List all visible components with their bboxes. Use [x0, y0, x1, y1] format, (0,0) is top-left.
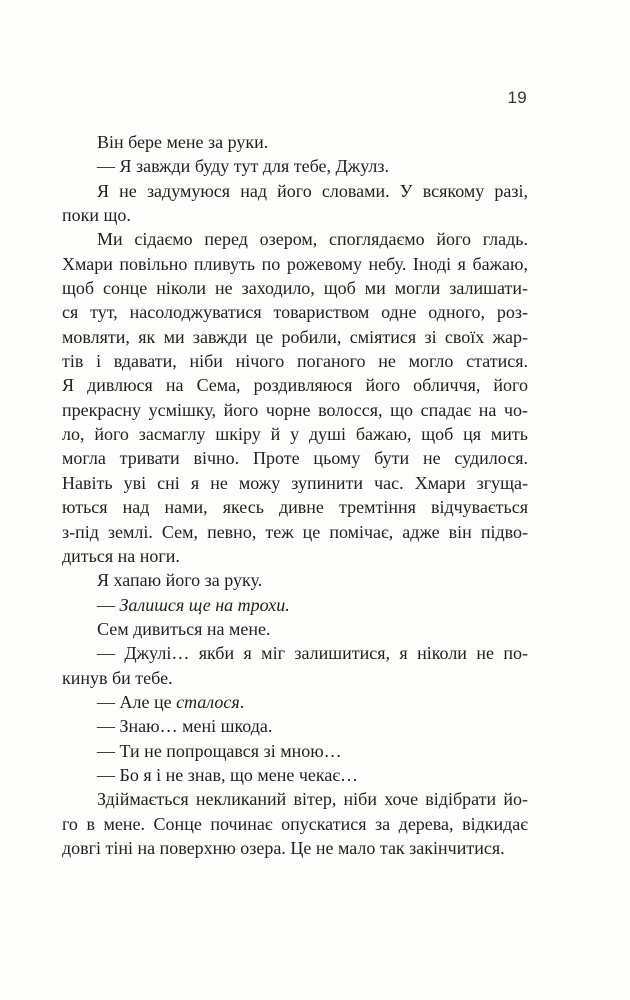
text-line — [62, 276, 528, 300]
text-line — [62, 446, 528, 470]
text-segment: ся тут, насолоджуватися товариством одне одного, роз- — [62, 302, 528, 323]
text-segment: щоб сонце ніколи не заходило, щоб ми могли залишати- — [62, 278, 528, 299]
text-line — [62, 812, 528, 836]
text-line — [62, 154, 528, 178]
text-line — [62, 179, 528, 203]
text-line — [62, 544, 528, 568]
text-segment: Я хапаю його за руку. — [97, 570, 263, 591]
text-segment: кинув би тебе. — [62, 667, 173, 688]
text-segment: Сем дивиться на мене. — [97, 618, 271, 639]
italic-text-segment: сталося — [176, 691, 240, 712]
text-line — [62, 495, 528, 519]
text-line — [62, 373, 528, 397]
text-segment: тів і вдавати, ніби нічого поганого не могло статися. — [62, 351, 528, 372]
text-segment: поки що. — [62, 205, 131, 226]
text-segment: — Але це — [97, 691, 177, 712]
text-segment: Навіть уві сні я не можу зупинити час. Хмари згуща- — [62, 472, 528, 493]
text-segment: могла тривати вічно. Проте цьому бути не судилося. — [62, 448, 528, 469]
text-line — [62, 325, 528, 349]
text-line — [62, 227, 528, 251]
text-block — [62, 130, 528, 860]
text-line — [62, 422, 528, 446]
text-segment: диться на ноги. — [62, 545, 180, 566]
text-line — [62, 300, 528, 324]
text-line — [62, 714, 528, 738]
text-line — [62, 520, 528, 544]
text-line — [62, 763, 528, 787]
text-line — [62, 617, 528, 641]
text-line — [62, 349, 528, 373]
text-line — [62, 203, 528, 227]
text-segment: — Ти не попрощався зі мною… — [97, 740, 342, 761]
text-segment: — Джулі… якби я міг залишитися, я ніколи не по- — [97, 643, 528, 664]
text-segment: Здіймається некликаний вітер, ніби хоче відібрати йо- — [97, 789, 528, 810]
text-segment: Хмари повільно пливуть по рожевому небу. Іноді я бажаю, — [62, 253, 528, 274]
text-segment: — Я завжди буду тут для тебе, Джулз. — [97, 156, 390, 177]
text-segment: го в мене. Сонце починає опускатися за дерева, відкидає — [62, 813, 528, 834]
text-line — [62, 666, 528, 690]
text-line — [62, 787, 528, 811]
text-segment: Ми сідаємо перед озером, споглядаємо його гладь. — [97, 229, 528, 250]
text-segment: ються над нами, якесь дивне тремтіння відчувається — [62, 497, 528, 518]
text-segment: . — [239, 691, 245, 712]
text-segment: прекрасну усмішку, його чорне волосся, що спадає на чо- — [62, 399, 528, 420]
text-line — [62, 252, 528, 276]
text-segment: Я дивлюся на Сема, роздивляюся його обличчя, його — [62, 375, 528, 396]
text-line — [62, 593, 528, 617]
text-segment: мовляти, як ми завжди це робили, сміятися зі своїх жар- — [62, 326, 528, 347]
text-line — [62, 130, 528, 154]
text-segment: з-під землі. Сем, певно, теж це помічає, адже він підво- — [62, 521, 528, 542]
text-line — [62, 471, 528, 495]
text-segment: — Бо я і не знав, що мене чекає… — [97, 764, 359, 785]
text-line — [62, 568, 528, 592]
text-segment: Я не задумуюся над його словами. У всякому разі, — [97, 180, 528, 201]
text-line — [62, 398, 528, 422]
text-segment: Він бере мене за руки. — [97, 132, 269, 152]
italic-text-segment: Залишся ще на трохи. — [119, 594, 290, 615]
text-segment: — — [97, 594, 120, 615]
text-segment: довгі тіні на поверхню озера. Це не мало так закінчитися. — [62, 837, 505, 858]
text-segment: — Знаю… мені шкода. — [97, 716, 273, 737]
text-line — [62, 641, 528, 665]
text-line — [62, 836, 528, 860]
text-line — [62, 690, 528, 714]
page-number: 19 — [507, 88, 527, 107]
text-line — [62, 739, 528, 763]
text-segment: ло, його засмаглу шкіру й у душі бажаю, щоб ця мить — [62, 424, 528, 445]
